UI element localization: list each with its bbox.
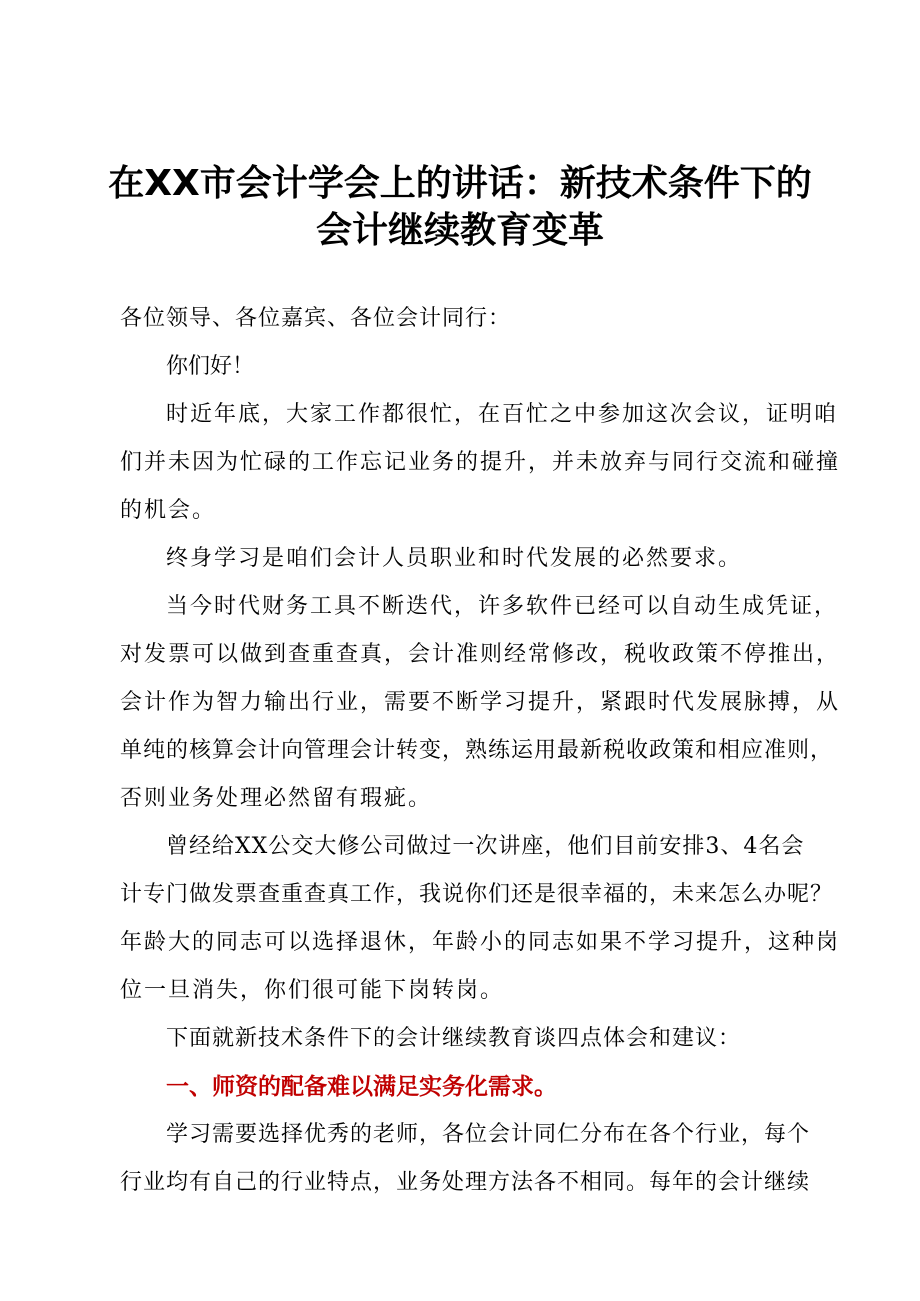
- document-title-line-1: 在XX市会计学会上的讲话：新技术条件下的: [108, 163, 812, 204]
- paragraph-4-line: 曾经给XX公交大修公司做过一次讲座，他们目前安排3、4名会: [166, 834, 805, 859]
- paragraph-2: 终身学习是咱们会计人员职业和时代发展的必然要求。: [166, 546, 743, 571]
- paragraph-3-line: 单纯的核算会计向管理会计转变，熟练运用最新税收政策和相应准则，: [120, 738, 834, 763]
- paragraph-1-line: 的机会。: [120, 498, 217, 523]
- paragraph-4-line: 年龄大的同志可以选择退休，年龄小的同志如果不学习提升，这种岗: [120, 930, 841, 955]
- paragraph-3-line: 对发票可以做到查重查真，会计准则经常修改，税收政策不停推出，: [120, 642, 841, 667]
- paragraph-3-line: 否则业务处理必然留有瑕疵。: [120, 786, 433, 811]
- paragraph-4-line: 计专门做发票查重查真工作，我说你们还是很幸福的，未来怎么办呢？: [120, 882, 834, 907]
- paragraph-3-line: 当今时代财务工具不断迭代，许多软件已经可以自动生成凭证，: [166, 594, 839, 619]
- paragraph-1-line: 时近年底，大家工作都很忙，在百忙之中参加这次会议，证明咱: [166, 402, 839, 427]
- greeting: 你们好！: [166, 354, 255, 379]
- document-title-line-2: 会计继续教育变革: [315, 210, 604, 251]
- paragraph-5: 下面就新技术条件下的会计继续教育谈四点体会和建议：: [166, 1026, 742, 1051]
- paragraph-4: [120, 823, 841, 1015]
- paragraph-6: [120, 1111, 820, 1207]
- paragraph-4-line: 位一旦消失，你们很可能下岗转岗。: [120, 978, 505, 1003]
- section-heading-1: 一、师资的配备难以满足实务化需求。: [166, 1074, 557, 1100]
- paragraph-6-line: 学习需要选择优秀的老师，各位会计同仁分布在各个行业，每个: [166, 1122, 811, 1147]
- salutation: 各位领导、各位嘉宾、各位会计同行：: [120, 306, 512, 331]
- paragraph-1-line: 们并未因为忙碌的工作忘记业务的提升，并未放弃与同行交流和碰撞: [120, 450, 841, 475]
- paragraph-3-line: 会计作为智力输出行业，需要不断学习提升，紧跟时代发展脉搏，从: [120, 690, 841, 715]
- paragraph-1: [120, 391, 841, 535]
- paragraph-3: [120, 583, 841, 823]
- paragraph-6-line: 行业均有自己的行业特点，业务处理方法各不相同。每年的会计继续: [120, 1170, 811, 1195]
